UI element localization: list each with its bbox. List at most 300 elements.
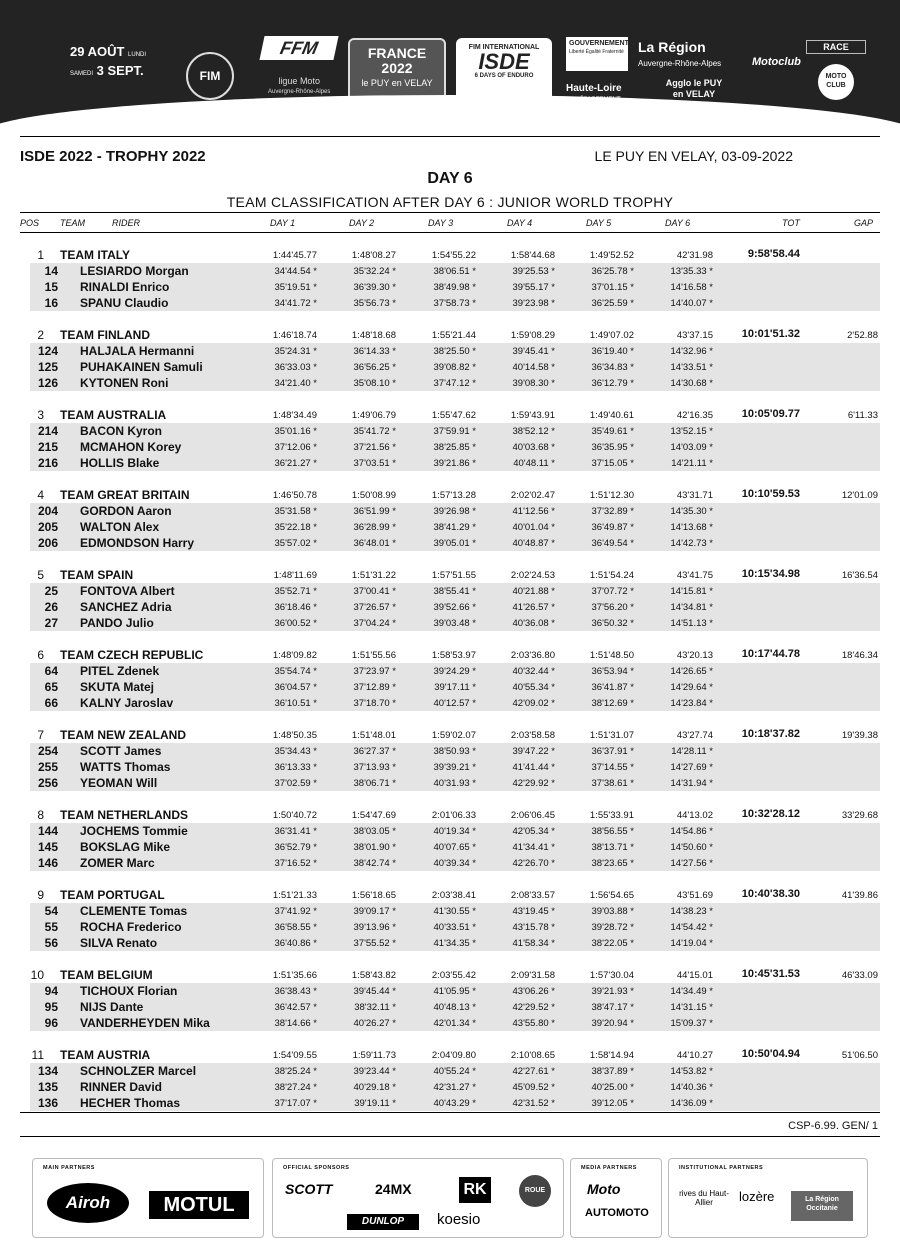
team-day-time: 44'10.27: [676, 1050, 713, 1061]
rider-day-time: 36'25.59 *: [591, 298, 634, 309]
team-day-time: 1:58'53.97: [431, 650, 476, 661]
rider-name: SILVA Renato: [80, 936, 158, 950]
rider-name: SCHNOLZER Marcel: [80, 1064, 197, 1078]
rider-day-time: 39'08.82 *: [433, 362, 476, 373]
team-name: TEAM AUSTRALIA: [60, 408, 167, 422]
team-name: TEAM SPAIN: [60, 568, 134, 582]
lozere-logo: lozère: [739, 1189, 775, 1204]
team-gap: 46'33.09: [841, 970, 878, 981]
team-day-time: 1:59'43.91: [510, 410, 555, 421]
rider-number: 145: [37, 840, 58, 854]
rider-name: PANDO Julio: [80, 616, 154, 630]
table-end-divider: [20, 1112, 880, 1113]
rider-day-time: 38'32.11 *: [354, 1002, 396, 1013]
team-gap: 33'29.68: [841, 810, 878, 821]
rider-day-time: 35'52.71 *: [274, 586, 317, 597]
isde-name: ISDE: [478, 49, 530, 74]
rider-day-time: 39'03.88 *: [591, 906, 634, 917]
rider-day-time: 14'54.42 *: [670, 922, 713, 933]
rider-row: [30, 1063, 880, 1079]
rider-number: 135: [37, 1080, 58, 1094]
rider-day-time: 36'48.01 *: [353, 538, 396, 549]
rider-day-time: 14'36.09 *: [670, 1098, 713, 1109]
team-position: 7: [37, 728, 44, 742]
rider-name: WATTS Thomas: [80, 760, 171, 774]
rider-day-time: 37'01.15 *: [591, 282, 634, 293]
rider-row: [30, 343, 880, 359]
rider-day-time: 35'08.10 *: [353, 378, 396, 389]
rider-day-time: 40'31.93 *: [433, 778, 476, 789]
ligue-moto-sub: Auvergne-Rhône-Alpes: [268, 89, 331, 95]
rider-name: HOLLIS Blake: [80, 456, 160, 470]
rider-day-time: 38'50.93 *: [433, 746, 476, 757]
rider-day-time: 36'51.99 *: [353, 506, 396, 517]
team-total-time: 10:18'37.82: [741, 728, 800, 740]
rider-day-time: 14'23.84 *: [670, 698, 713, 709]
rider-row: [30, 903, 880, 919]
rider-day-time: 41'41.44 *: [512, 762, 555, 773]
rider-number: 54: [44, 904, 58, 918]
rider-day-time: 36'10.51 *: [274, 698, 317, 709]
team-total-time: 10:17'44.78: [741, 648, 800, 660]
rider-name: TICHOUX Florian: [80, 984, 178, 998]
rider-day-time: 36'49.87 *: [591, 522, 634, 533]
day-title: DAY 6: [427, 170, 473, 187]
rider-day-time: 34'41.72 *: [274, 298, 317, 309]
rider-day-time: 39'12.05 *: [591, 1098, 634, 1109]
team-day-time: 1:51'21.33: [272, 890, 317, 901]
team-block: [0, 487, 900, 567]
team-block: [0, 727, 900, 807]
france-label: FRANCE: [367, 45, 427, 61]
team-gap: 18'46.34: [841, 650, 878, 661]
rider-number: 124: [37, 344, 58, 358]
col-day-6: DAY 6: [665, 218, 691, 228]
rider-row: [30, 823, 880, 839]
col-day-4: DAY 4: [507, 218, 533, 228]
official-sponsors-caption: OFFICIAL SPONSORS: [283, 1165, 350, 1171]
team-day-time: 42'31.98: [676, 250, 713, 261]
team-row: [0, 647, 900, 663]
rider-day-time: 38'41.29 *: [433, 522, 476, 533]
team-day-time: 1:48'09.82: [272, 650, 317, 661]
rider-name: BACON Kyron: [80, 424, 163, 438]
rider-day-time: 35'22.18 *: [274, 522, 317, 533]
rider-day-time: 40'19.34 *: [433, 826, 476, 837]
rider-number: 204: [37, 504, 58, 518]
rider-name: BOKSLAG Mike: [80, 840, 171, 854]
team-row: [0, 567, 900, 583]
team-name: TEAM BELGIUM: [60, 968, 153, 982]
team-name: TEAM PORTUGAL: [60, 888, 165, 902]
footer-divider: [20, 1136, 880, 1137]
team-block: [0, 407, 900, 487]
team-day-time: 2:02'02.47: [510, 490, 555, 501]
date-end-day: SAMEDI: [70, 71, 94, 77]
team-name: TEAM FINLAND: [60, 328, 150, 342]
team-day-time: 1:57'13.28: [431, 490, 476, 501]
team-day-time: 2:03'55.42: [431, 970, 476, 981]
team-gap: 12'01.09: [841, 490, 878, 501]
moto-media-logo: Moto: [587, 1181, 621, 1197]
rider-day-time: 38'22.05 *: [591, 938, 634, 949]
team-position: 2: [37, 328, 44, 342]
rider-day-time: 37'04.24 *: [353, 618, 396, 629]
rider-name: WALTON Alex: [80, 520, 160, 534]
rider-day-time: 40'48.13 *: [433, 1002, 476, 1013]
rider-day-time: 36'56.25 *: [353, 362, 396, 373]
rider-day-time: 37'56.20 *: [591, 602, 634, 613]
rider-day-time: 38'06.51 *: [433, 266, 476, 277]
team-day-time: 1:55'21.44: [431, 330, 476, 341]
rider-day-time: 39'55.17 *: [512, 282, 555, 293]
rider-day-time: 36'41.87 *: [591, 682, 634, 693]
rider-number: 95: [44, 1000, 58, 1014]
rider-day-time: 39'03.48 *: [433, 618, 476, 629]
rider-day-time: 38'01.90 *: [353, 842, 396, 853]
rider-day-time: 40'48.11 *: [513, 458, 555, 469]
rider-day-time: 37'02.59 *: [274, 778, 317, 789]
rider-row: [30, 503, 880, 519]
rider-day-time: 42'31.27 *: [433, 1082, 476, 1093]
team-day-time: 1:51'31.07: [589, 730, 634, 741]
scott-logo: SCOTT: [285, 1181, 333, 1197]
rider-name: RINNER David: [80, 1080, 163, 1094]
rider-day-time: 36'58.55 *: [274, 922, 317, 933]
rider-day-time: 39'19.11 *: [354, 1098, 396, 1109]
rider-day-time: 39'28.72 *: [591, 922, 634, 933]
rider-day-time: 38'03.05 *: [353, 826, 396, 837]
rider-day-time: 14'27.56 *: [670, 858, 713, 869]
rider-number: 214: [37, 424, 58, 438]
isde-sub: 6 DAYS OF ENDURO: [474, 73, 534, 79]
team-day-time: 1:58'43.82: [351, 970, 396, 981]
rider-day-time: 14'13.68 *: [670, 522, 713, 533]
rider-name: LESIARDO Morgan: [80, 264, 189, 278]
occitanie-logo: La Région Occitanie: [791, 1191, 853, 1221]
team-row: [0, 247, 900, 263]
rider-day-time: 40'07.65 *: [433, 842, 476, 853]
team-block: [0, 807, 900, 887]
rider-day-time: 36'00.52 *: [274, 618, 317, 629]
team-block: [0, 247, 900, 327]
team-day-time: 1:59'02.07: [431, 730, 476, 741]
rider-row: [30, 743, 880, 759]
rider-day-time: 39'39.21 *: [433, 762, 476, 773]
agglo-logo: Agglo le PUY en VELAY: [665, 78, 723, 99]
team-gap: 41'39.86: [841, 890, 878, 901]
rider-day-time: 14'54.86 *: [670, 826, 713, 837]
rider-day-time: 14'31.94 *: [670, 778, 713, 789]
rider-row: [30, 839, 880, 855]
region-sub: Auvergne-Rhône-Alpes: [638, 59, 722, 68]
rider-day-time: 36'34.83 *: [591, 362, 634, 373]
team-day-time: 43'31.71: [676, 490, 713, 501]
rider-day-time: 38'23.65 *: [591, 858, 634, 869]
col-team: TEAM: [60, 218, 86, 228]
france-year: 2022: [381, 60, 413, 76]
team-gap: 51'06.50: [841, 1050, 878, 1061]
classification-title: TEAM CLASSIFICATION AFTER DAY 6 : JUNIOR WORLD TROPHY: [226, 194, 674, 210]
rider-day-time: 36'19.40 *: [591, 346, 634, 357]
rider-day-time: 14'50.60 *: [670, 842, 713, 853]
rider-row: [30, 423, 880, 439]
team-day-time: 1:49'06.79: [351, 410, 396, 421]
col-rider: RIDER: [112, 218, 141, 228]
rider-number: 96: [44, 1016, 58, 1030]
rider-day-time: 38'13.71 *: [591, 842, 634, 853]
rider-number: 205: [37, 520, 58, 534]
rider-day-time: 36'12.79 *: [591, 378, 634, 389]
rider-name: ZOMER Marc: [80, 856, 155, 870]
team-gap: 6'11.33: [847, 410, 878, 421]
team-day-time: 1:51'55.56: [351, 650, 396, 661]
rider-day-time: 42'09.02 *: [512, 698, 555, 709]
rider-day-time: 37'32.89 *: [591, 506, 634, 517]
rider-row: [30, 1015, 880, 1031]
title-divider: [20, 212, 880, 213]
col-gap: GAP: [854, 218, 874, 228]
team-gap: 2'52.88: [847, 330, 878, 341]
team-day-time: 42'16.35: [676, 410, 713, 421]
rider-day-time: 37'03.51 *: [353, 458, 396, 469]
ligue-moto-name: ligue Moto: [278, 76, 320, 86]
rider-name: PITEL Zdenek: [80, 664, 160, 678]
rider-number: 14: [44, 264, 58, 278]
location-date: LE PUY EN VELAY, 03-09-2022: [594, 148, 793, 164]
rider-row: [30, 679, 880, 695]
rider-day-time: 14'40.36 *: [670, 1082, 713, 1093]
team-day-time: 44'15.01: [676, 970, 713, 981]
rider-day-time: 36'52.79 *: [274, 842, 317, 853]
team-total-time: 10:10'59.53: [741, 488, 800, 500]
date-start-day: LUNDI: [128, 52, 147, 58]
rider-number: 256: [37, 776, 58, 790]
rider-day-time: 36'53.94 *: [591, 666, 634, 677]
columns-divider: [20, 232, 880, 233]
rider-day-time: 35'31.58 *: [274, 506, 317, 517]
rider-day-time: 42'26.70 *: [512, 858, 555, 869]
col-day-5: DAY 5: [586, 218, 612, 228]
rider-day-time: 35'56.73 *: [353, 298, 396, 309]
rider-day-time: 15'09.37 *: [670, 1018, 713, 1029]
rider-row: [30, 279, 880, 295]
team-day-time: 1:48'11.69: [273, 570, 317, 581]
rider-row: [30, 375, 880, 391]
rider-row: [30, 663, 880, 679]
team-day-time: 1:58'14.94: [589, 1050, 634, 1061]
rider-row: [30, 615, 880, 631]
rider-day-time: 37'47.12 *: [433, 378, 476, 389]
col-tot: TOT: [782, 218, 800, 228]
france-2022-logo: [348, 38, 446, 102]
rider-day-time: 35'49.61 *: [591, 426, 634, 437]
team-position: 3: [37, 408, 44, 422]
team-block: [0, 647, 900, 727]
rider-number: 26: [44, 600, 58, 614]
main-partners-caption: MAIN PARTNERS: [43, 1165, 95, 1171]
team-row: [0, 1047, 900, 1063]
rider-number: 206: [37, 536, 58, 550]
rider-row: [30, 999, 880, 1015]
rider-day-time: 40'29.18 *: [353, 1082, 396, 1093]
rider-day-time: 40'32.44 *: [512, 666, 555, 677]
rider-row: [30, 919, 880, 935]
rider-day-time: 37'21.56 *: [353, 442, 396, 453]
team-total-time: 10:32'28.12: [741, 808, 800, 820]
rider-day-time: 41'30.55 *: [433, 906, 476, 917]
rider-row: [30, 855, 880, 871]
rider-day-time: 14'51.13 *: [670, 618, 713, 629]
rider-name: RINALDI Enrico: [80, 280, 170, 294]
team-day-time: 1:57'30.04: [589, 970, 634, 981]
motul-logo: MOTUL: [149, 1191, 249, 1219]
rider-day-time: 38'25.85 *: [433, 442, 476, 453]
rider-day-time: 36'37.91 *: [591, 746, 634, 757]
team-day-time: 43'20.13: [676, 650, 713, 661]
event-dates: [70, 44, 146, 82]
rider-day-time: 37'55.52 *: [353, 938, 396, 949]
team-total-time: 10:40'38.30: [741, 888, 800, 900]
motoclub-script-logo: Motoclub: [752, 56, 801, 68]
rives-haut-allier-logo: rives du Haut-Allier: [679, 1189, 729, 1207]
team-row: [0, 327, 900, 343]
rider-day-time: 35'54.74 *: [274, 666, 317, 677]
rider-day-time: 41'26.57 *: [512, 602, 555, 613]
col-day-1: DAY 1: [270, 218, 296, 228]
date-end: 3 SEPT.: [96, 63, 144, 78]
team-total-time: 10:45'31.53: [741, 968, 800, 980]
rider-day-time: 37'41.92 *: [274, 906, 317, 917]
gouv-name: GOUVERNEMENT: [569, 40, 629, 47]
rider-day-time: 40'55.34 *: [512, 682, 555, 693]
rider-row: [30, 775, 880, 791]
dunlop-logo: DUNLOP: [347, 1214, 419, 1230]
team-day-time: 43'41.75: [676, 570, 713, 581]
rider-day-time: 45'09.52 *: [512, 1082, 555, 1093]
banner-wave: [0, 95, 900, 125]
rider-number: 94: [44, 984, 58, 998]
document-code: CSP-6.99. GEN/ 1: [788, 1120, 878, 1132]
date-start: 29 AOÛT: [70, 44, 125, 59]
rider-day-time: 34'44.54 *: [274, 266, 317, 277]
team-total-time: 10:50'04.94: [741, 1048, 800, 1060]
rider-day-time: 37'12.89 *: [353, 682, 396, 693]
header-banner: [0, 0, 900, 125]
rider-day-time: 41'34.35 *: [433, 938, 476, 949]
team-name: TEAM GREAT BRITAIN: [60, 488, 190, 502]
rider-day-time: 43'19.45 *: [512, 906, 555, 917]
col-day-2: DAY 2: [349, 218, 375, 228]
rider-day-time: 39'20.94 *: [591, 1018, 634, 1029]
event-title: ISDE 2022 - TROPHY 2022: [20, 148, 206, 165]
team-day-time: 1:48'18.68: [351, 330, 396, 341]
rider-name: MCMAHON Korey: [80, 440, 182, 454]
rider-day-time: 39'25.53 *: [512, 266, 555, 277]
team-row: [0, 887, 900, 903]
rider-row: [30, 439, 880, 455]
rider-number: 65: [44, 680, 58, 694]
team-day-time: 1:48'34.49: [272, 410, 317, 421]
rider-number: 55: [44, 920, 58, 934]
rider-name: PUHAKAINEN Samuli: [80, 360, 203, 374]
rider-name: ROCHA Frederico: [80, 920, 182, 934]
rider-day-time: 35'34.43 *: [274, 746, 317, 757]
france-city: le PUY en VELAY: [361, 78, 433, 88]
rider-row: [30, 535, 880, 551]
rider-day-time: 39'08.30 *: [512, 378, 555, 389]
media-partners-box: [570, 1158, 662, 1238]
rider-day-time: 35'24.31 *: [274, 346, 317, 357]
rider-day-time: 36'27.37 *: [353, 746, 396, 757]
isde-logo: [456, 38, 552, 102]
team-day-time: 1:51'48.50: [589, 650, 634, 661]
rider-day-time: 36'40.86 *: [274, 938, 317, 949]
rider-day-time: 36'33.03 *: [274, 362, 317, 373]
rider-day-time: 38'37.89 *: [591, 1066, 634, 1077]
rider-day-time: 36'49.54 *: [591, 538, 634, 549]
team-day-time: 2:08'33.57: [510, 890, 555, 901]
hloire-name: Haute-Loire: [566, 83, 622, 94]
rider-day-time: 14'21.11 *: [671, 458, 713, 469]
rider-day-time: 14'35.30 *: [670, 506, 713, 517]
team-day-time: 1:56'18.65: [351, 890, 396, 901]
rider-day-time: 37'38.61 *: [591, 778, 634, 789]
rider-day-time: 14'27.69 *: [670, 762, 713, 773]
rider-day-time: 38'52.12 *: [512, 426, 555, 437]
rider-day-time: 42'29.92 *: [512, 778, 555, 789]
team-position: 11: [31, 1048, 44, 1062]
rider-number: 25: [44, 584, 58, 598]
rider-day-time: 14'53.82 *: [670, 1066, 713, 1077]
rider-row: [30, 519, 880, 535]
rider-day-time: 36'50.32 *: [591, 618, 634, 629]
rider-day-time: 14'30.68 *: [670, 378, 713, 389]
team-day-time: 1:48'08.27: [351, 250, 396, 261]
rider-row: [30, 1095, 880, 1111]
rider-day-time: 36'31.41 *: [274, 826, 317, 837]
rider-day-time: 41'58.34 *: [512, 938, 555, 949]
team-day-time: 1:55'33.91: [589, 810, 634, 821]
rider-day-time: 39'17.11 *: [434, 682, 476, 693]
team-day-time: 1:46'50.78: [272, 490, 317, 501]
team-day-time: 1:55'47.62: [431, 410, 476, 421]
rider-day-time: 14'34.49 *: [670, 986, 713, 997]
team-day-time: 43'27.74: [676, 730, 713, 741]
automoto-logo: AUTOMOTO: [585, 1207, 649, 1219]
rider-day-time: 38'06.71 *: [353, 778, 396, 789]
team-block: [0, 1047, 900, 1127]
rider-day-time: 39'21.93 *: [591, 986, 634, 997]
team-day-time: 1:49'40.61: [589, 410, 634, 421]
rider-row: [30, 1079, 880, 1095]
rk-logo: RK: [459, 1177, 491, 1203]
main-partners-box: [32, 1158, 264, 1238]
rider-number: 56: [44, 936, 58, 950]
rider-day-time: 14'31.15 *: [670, 1002, 713, 1013]
team-block: [0, 967, 900, 1047]
rider-number: 144: [37, 824, 58, 838]
rider-day-time: 36'18.46 *: [274, 602, 317, 613]
rider-day-time: 14'16.58 *: [670, 282, 713, 293]
team-day-time: 2:02'24.53: [510, 570, 555, 581]
team-day-time: 1:51'12.30: [589, 490, 634, 501]
rider-number: 216: [37, 456, 58, 470]
24mx-logo: 24MX: [375, 1181, 412, 1197]
rider-day-time: 42'29.52 *: [512, 1002, 555, 1013]
rider-day-time: 13'52.15 *: [670, 426, 713, 437]
gouvernement-logo: [566, 37, 628, 71]
